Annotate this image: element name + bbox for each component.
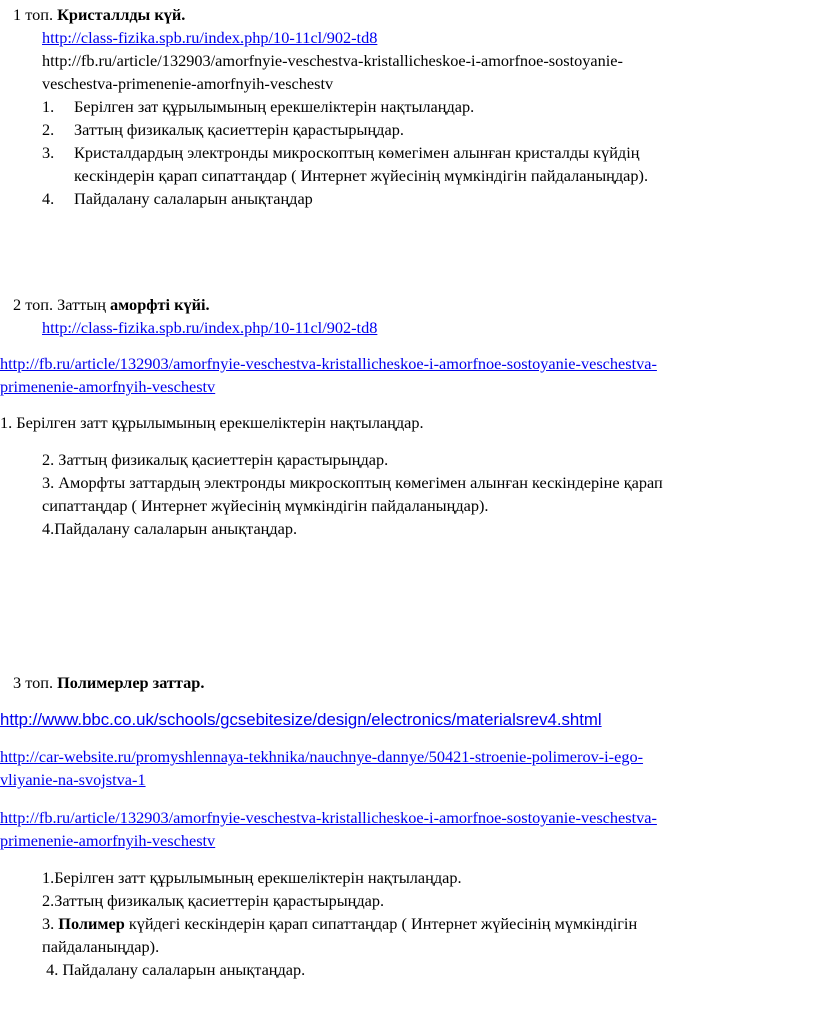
group2-prefix: 2 топ. Заттың (13, 295, 111, 314)
group2-item-3-line2: сипаттаңдар ( Интернет жүйесінің мүмкіндігін пайдаланыңдар). (42, 496, 489, 515)
group1-prefix: 1 топ. (13, 5, 58, 24)
group3-item-3-bold: Полимер (58, 914, 125, 933)
group1-item-1-number: 1. (42, 97, 55, 116)
group2-item-2: 2. Заттың физикалық қасиеттерін қарастырыңдар. (42, 450, 389, 469)
group3-item-2: 2.Заттың физикалық қасиеттерін қарастырыңдар. (42, 891, 385, 910)
group2-heading (13, 293, 210, 316)
group2-item-1: 1. Берілген затт құрылымының ерекшеліктерін нақтылаңдар. (0, 413, 424, 432)
group3-prefix: 3 топ. (13, 673, 58, 692)
group1-title: Кристаллды күй. (57, 5, 186, 24)
group1-item-3-number: 3. (42, 143, 55, 162)
group3-link-1[interactable]: http://www.bbc.co.uk/schools/gcsebitesize/design/electronics/materialsrev4.shtml (0, 710, 602, 729)
group2-link-2-line1[interactable]: http://fb.ru/article/132903/amorfnyie-veschestva-kristallicheskoe-i-amorfnoe-sostoyanie-veschestva- (0, 354, 657, 373)
group2-link-1[interactable]: http://class-fizika.spb.ru/index.php/10-11cl/902-td8 (42, 318, 378, 337)
group1-link-2-line2: veschestva-primenenie-amorfnyih-veschestv (42, 74, 334, 93)
group3-title: Полимерлер заттар. (57, 673, 205, 692)
group3-item-3 (42, 912, 637, 935)
group1-item-4-number: 4. (42, 189, 55, 208)
group2-link-2-line2[interactable]: primenenie-amorfnyih-veschestv (0, 377, 216, 396)
group3-item-3-prefix: 3. (42, 914, 59, 933)
group1-link-1[interactable]: http://class-fizika.spb.ru/index.php/10-11cl/902-td8 (42, 28, 378, 47)
group3-item-3-rest: күйдегі кескіндерін қарап сипаттаңдар ( Интернет жүйесінің мүмкіндігін (124, 914, 638, 933)
group3-link-3-line1[interactable]: http://fb.ru/article/132903/amorfnyie-veschestva-kristallicheskoe-i-amorfnoe-sostoyanie-veschestva- (0, 808, 657, 827)
group1-item-2-text: Заттың физикалық қасиеттерін қарастырыңдар. (74, 120, 404, 139)
group3-link-3-line2[interactable]: primenenie-amorfnyih-veschestv (0, 831, 216, 850)
group1-item-2-number: 2. (42, 120, 55, 139)
group2-title: аморфті күйі. (110, 295, 210, 314)
group1-heading (13, 3, 185, 26)
group2-item-4: 4.Пайдалану салаларын анықтаңдар. (42, 519, 298, 538)
group1-item-3-text-line2: кескіндерін қарап сипаттаңдар ( Интернет жүйесінің мүмкіндігін пайдаланыңдар). (74, 166, 649, 185)
group3-item-4: 4. Пайдалану салаларын анықтаңдар. (42, 960, 306, 979)
group1-item-4-text: Пайдалану салаларын анықтаңдар (74, 189, 313, 208)
group1-item-1-text: Берілген зат құрылымының ерекшеліктерін нақтылаңдар. (74, 97, 475, 116)
group3-item-3-line2: пайдаланыңдар). (42, 937, 160, 956)
group3-heading (13, 671, 204, 694)
group3-item-1: 1.Берілген затт құрылымының ерекшеліктерін нақтылаңдар. (42, 868, 462, 887)
group3-link-2-line2[interactable]: vliyanie-na-svojstva-1 (0, 770, 146, 789)
group1-item-3-text: Кристалдардың электронды микроскоптың көмегімен алынған кристалды күйдің (74, 143, 640, 162)
group3-link-2-line1[interactable]: http://car-website.ru/promyshlennaya-tekhnika/nauchnye-dannye/50421-stroenie-polimerov-i-ego- (0, 747, 644, 766)
group1-link-2-line1: http://fb.ru/article/132903/amorfnyie-veschestva-kristallicheskoe-i-amorfnoe-sostoyanie- (42, 51, 623, 70)
group2-item-3-line1: 3. Аморфты заттардың электронды микроскоптың көмегімен алынған кескіндеріне қарап (42, 473, 663, 492)
